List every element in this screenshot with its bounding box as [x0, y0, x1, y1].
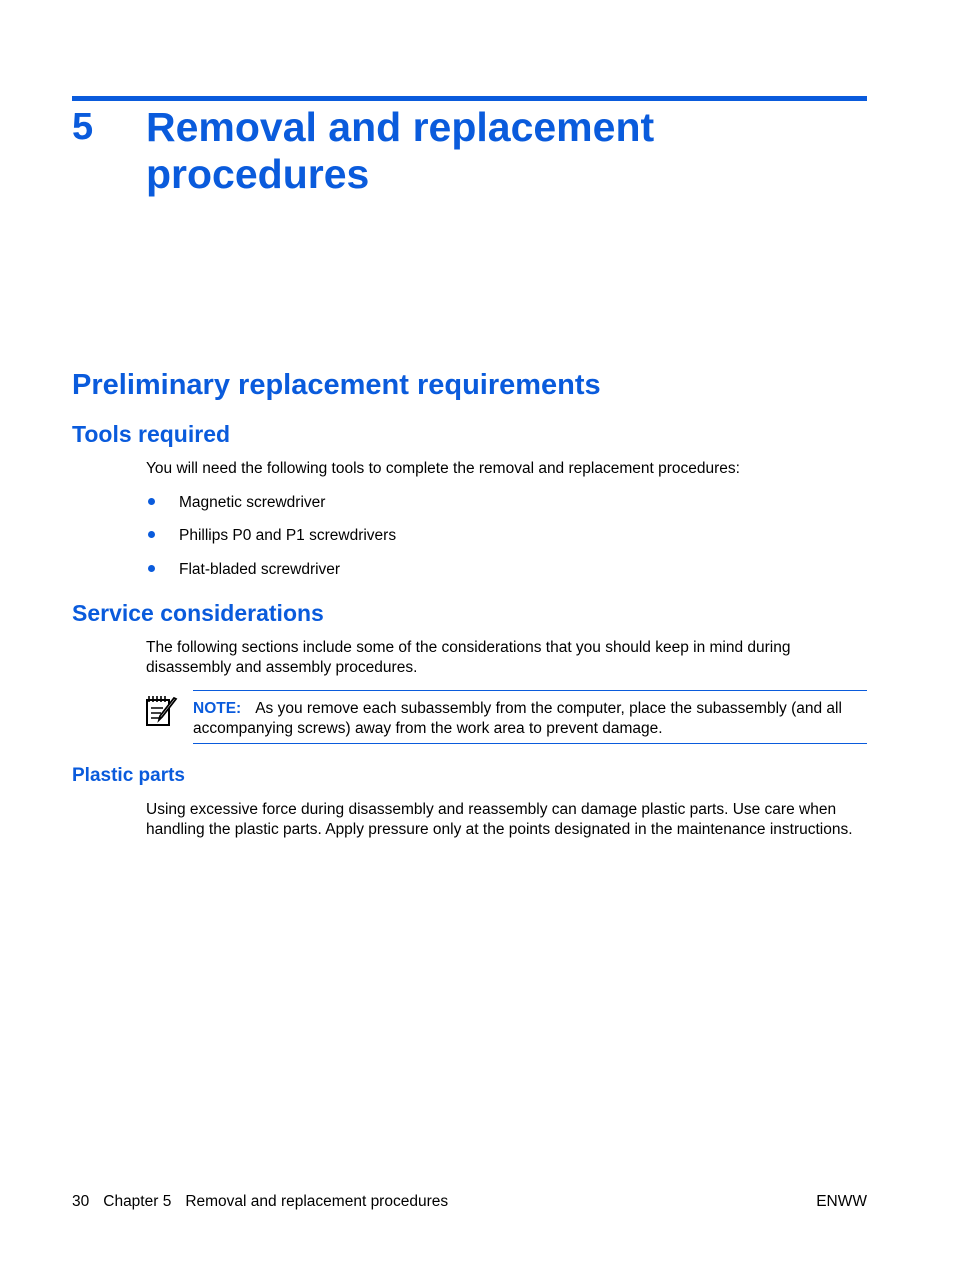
bullet-icon — [148, 531, 155, 538]
chapter-title: Removal and replacement procedures — [146, 104, 655, 197]
plastic-heading: Plastic parts — [72, 765, 185, 786]
note-pad-icon — [145, 693, 179, 727]
service-intro: The following sections include some of the considerations that you should keep in mind during disassembly and assembly procedures. — [146, 639, 791, 676]
tools-intro: You will need the following tools to complete the removal and replacement procedures: — [146, 460, 740, 477]
footer-chapter-title: Removal and replacement procedures — [185, 1193, 449, 1210]
page-number: 30 — [72, 1193, 90, 1210]
footer-chapter-label: Chapter 5 — [103, 1193, 172, 1210]
page-footer-left — [72, 1192, 462, 1212]
page-footer-right: ENWW — [816, 1193, 867, 1210]
note-box — [193, 690, 867, 744]
tool-label: Flat-bladed screwdriver — [179, 561, 341, 578]
tool-list-item — [146, 493, 325, 513]
service-heading: Service considerations — [72, 600, 324, 626]
note-label: NOTE: — [193, 700, 242, 717]
note-text: As you remove each subassembly from the computer, place the subassembly (and all accompanying screws) away from the work area to prevent damage. — [193, 700, 842, 737]
section-title: Preliminary replacement requirements — [72, 369, 601, 401]
bullet-icon — [148, 565, 155, 572]
tool-label: Phillips P0 and P1 screwdrivers — [179, 527, 397, 544]
tools-heading: Tools required — [72, 421, 231, 447]
bullet-icon — [148, 498, 155, 505]
tool-list-item — [146, 526, 396, 546]
chapter-rule — [72, 96, 867, 101]
tool-list-item — [146, 560, 340, 580]
tool-label: Magnetic screwdriver — [179, 494, 326, 511]
plastic-text: Using excessive force during disassembly and reassembly can damage plastic parts. Use care when handling the plastic parts. Apply pressure only at the points designated in the maintenance instructions. — [146, 801, 853, 838]
note-content — [193, 699, 867, 739]
chapter-number: 5 — [72, 106, 94, 148]
